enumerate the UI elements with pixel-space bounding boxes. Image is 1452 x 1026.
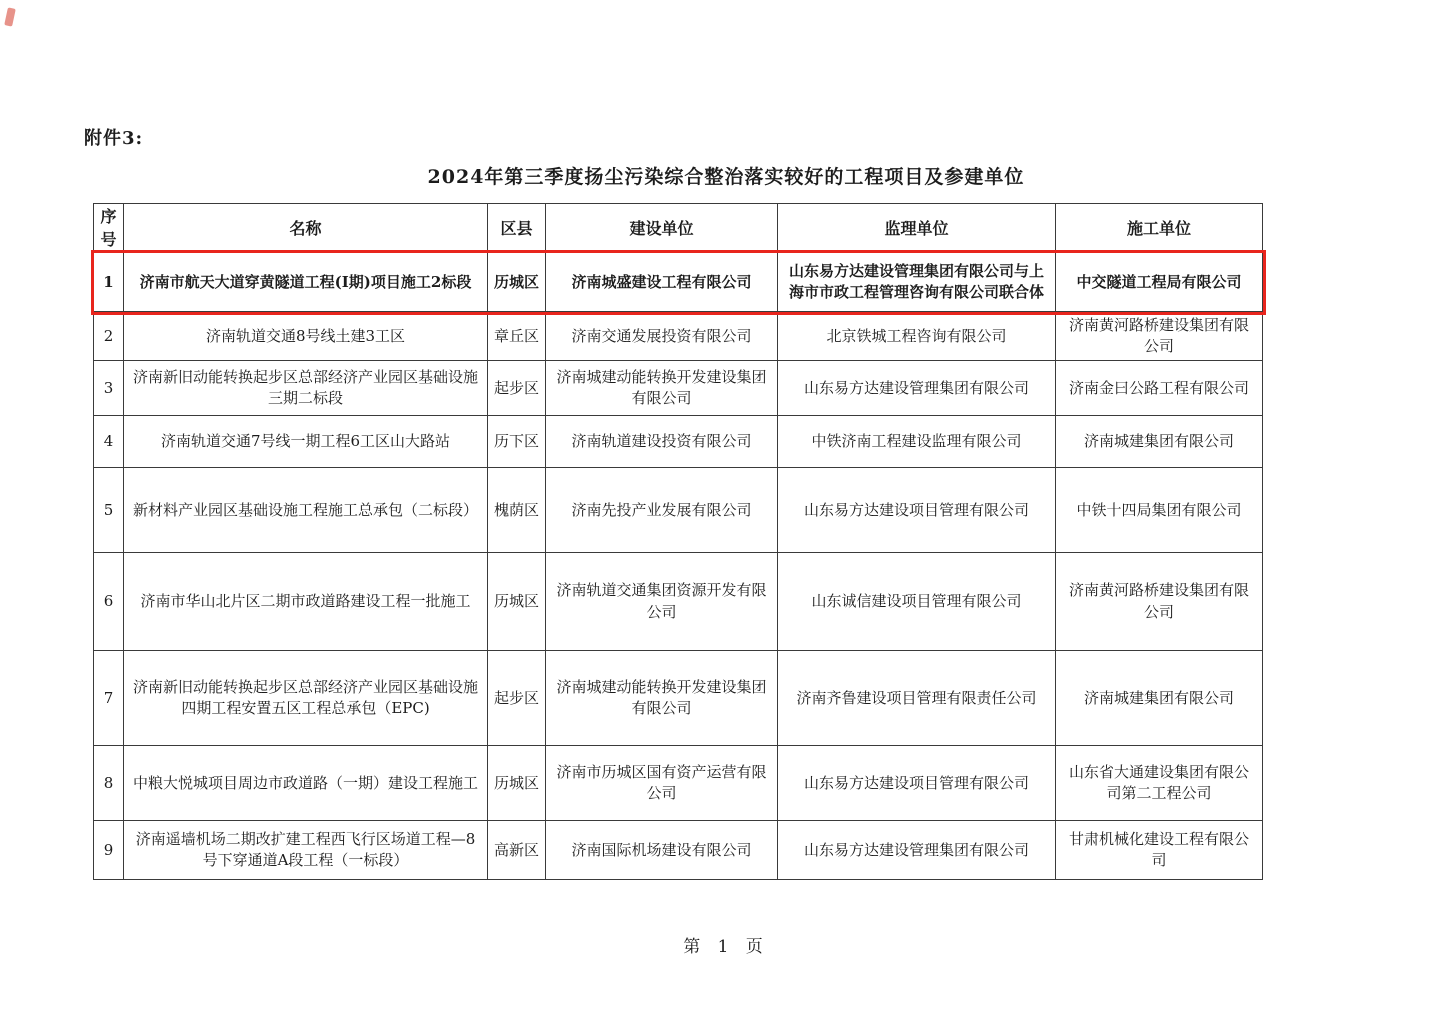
cell-supervisor: 山东易方达建设管理集团有限公司 — [778, 821, 1056, 880]
cell-name: 济南市航天大道穿黄隧道工程(I期)项目施工2标段 — [124, 253, 488, 312]
cell-contractor: 济南黄河路桥建设集团有限公司 — [1056, 553, 1263, 651]
cell-builder: 济南城建动能转换开发建设集团有限公司 — [546, 361, 778, 416]
table-body — [94, 253, 1263, 880]
cell-contractor: 济南城建集团有限公司 — [1056, 651, 1263, 746]
header-builder: 建设单位 — [546, 204, 778, 253]
table-header-row — [94, 204, 1263, 253]
cell-contractor: 中交隧道工程局有限公司 — [1056, 253, 1263, 312]
cell-no: 7 — [94, 651, 124, 746]
cell-builder: 济南城建动能转换开发建设集团有限公司 — [546, 651, 778, 746]
cell-no: 3 — [94, 361, 124, 416]
cell-supervisor: 山东易方达建设管理集团有限公司 — [778, 361, 1056, 416]
cell-supervisor: 山东易方达建设项目管理有限公司 — [778, 746, 1056, 821]
header-no: 序号 — [94, 204, 124, 253]
cell-supervisor: 山东易方达建设管理集团有限公司与上海市市政工程管理咨询有限公司联合体 — [778, 253, 1056, 312]
table-row — [94, 361, 1263, 416]
cell-name: 济南新旧动能转换起步区总部经济产业园区基础设施四期工程安置五区工程总承包（EPC) — [124, 651, 488, 746]
cell-supervisor: 中铁济南工程建设监理有限公司 — [778, 416, 1056, 468]
table-row — [94, 312, 1263, 361]
cell-district: 历城区 — [488, 746, 546, 821]
page-number: 第 1 页 — [683, 937, 769, 957]
cell-no: 6 — [94, 553, 124, 651]
cell-no: 5 — [94, 468, 124, 553]
table-row — [94, 416, 1263, 468]
cell-district: 历下区 — [488, 416, 546, 468]
cell-no: 2 — [94, 312, 124, 361]
cell-district: 槐荫区 — [488, 468, 546, 553]
cell-builder: 济南市历城区国有资产运营有限公司 — [546, 746, 778, 821]
cell-contractor: 中铁十四局集团有限公司 — [1056, 468, 1263, 553]
cell-district: 历城区 — [488, 253, 546, 312]
cell-district: 高新区 — [488, 821, 546, 880]
cell-builder: 济南交通发展投资有限公司 — [546, 312, 778, 361]
cell-builder: 济南先投产业发展有限公司 — [546, 468, 778, 553]
cell-name: 济南市华山北片区二期市政道路建设工程一批施工 — [124, 553, 488, 651]
cell-district: 章丘区 — [488, 312, 546, 361]
cell-district: 起步区 — [488, 651, 546, 746]
cell-name: 济南遥墙机场二期改扩建工程西飞行区场道工程—8号下穿通道A段工程（一标段） — [124, 821, 488, 880]
attachment-label: 附件3: — [84, 128, 144, 149]
cell-name: 济南新旧动能转换起步区总部经济产业园区基础设施三期二标段 — [124, 361, 488, 416]
header-supervisor: 监理单位 — [778, 204, 1056, 253]
cell-no: 4 — [94, 416, 124, 468]
scan-artifact — [4, 7, 16, 26]
document-title: 2024年第三季度扬尘污染综合整治落实较好的工程项目及参建单位 — [427, 166, 1025, 188]
cell-builder: 济南城盛建设工程有限公司 — [546, 253, 778, 312]
cell-contractor: 济南金曰公路工程有限公司 — [1056, 361, 1263, 416]
cell-no: 8 — [94, 746, 124, 821]
cell-name: 中粮大悦城项目周边市政道路（一期）建设工程施工 — [124, 746, 488, 821]
cell-supervisor: 济南齐鲁建设项目管理有限责任公司 — [778, 651, 1056, 746]
table-row — [94, 651, 1263, 746]
cell-name: 济南轨道交通7号线一期工程6工区山大路站 — [124, 416, 488, 468]
cell-name: 新材料产业园区基础设施工程施工总承包（二标段） — [124, 468, 488, 553]
cell-builder: 济南轨道建设投资有限公司 — [546, 416, 778, 468]
table-row — [94, 746, 1263, 821]
cell-name: 济南轨道交通8号线土建3工区 — [124, 312, 488, 361]
cell-supervisor: 山东诚信建设项目管理有限公司 — [778, 553, 1056, 651]
cell-contractor: 济南城建集团有限公司 — [1056, 416, 1263, 468]
cell-supervisor: 北京铁城工程咨询有限公司 — [778, 312, 1056, 361]
cell-district: 起步区 — [488, 361, 546, 416]
cell-no: 9 — [94, 821, 124, 880]
cell-no: 1 — [94, 253, 124, 312]
cell-contractor: 甘肃机械化建设工程有限公司 — [1056, 821, 1263, 880]
table-row — [94, 821, 1263, 880]
cell-contractor: 山东省大通建设集团有限公司第二工程公司 — [1056, 746, 1263, 821]
table-row — [94, 253, 1263, 312]
cell-builder: 济南轨道交通集团资源开发有限公司 — [546, 553, 778, 651]
cell-district: 历城区 — [488, 553, 546, 651]
projects-table — [93, 203, 1263, 880]
cell-builder: 济南国际机场建设有限公司 — [546, 821, 778, 880]
header-contractor: 施工单位 — [1056, 204, 1263, 253]
table-row — [94, 553, 1263, 651]
header-district: 区县 — [488, 204, 546, 253]
header-name: 名称 — [124, 204, 488, 253]
cell-supervisor: 山东易方达建设项目管理有限公司 — [778, 468, 1056, 553]
table-row — [94, 468, 1263, 553]
cell-contractor: 济南黄河路桥建设集团有限公司 — [1056, 312, 1263, 361]
